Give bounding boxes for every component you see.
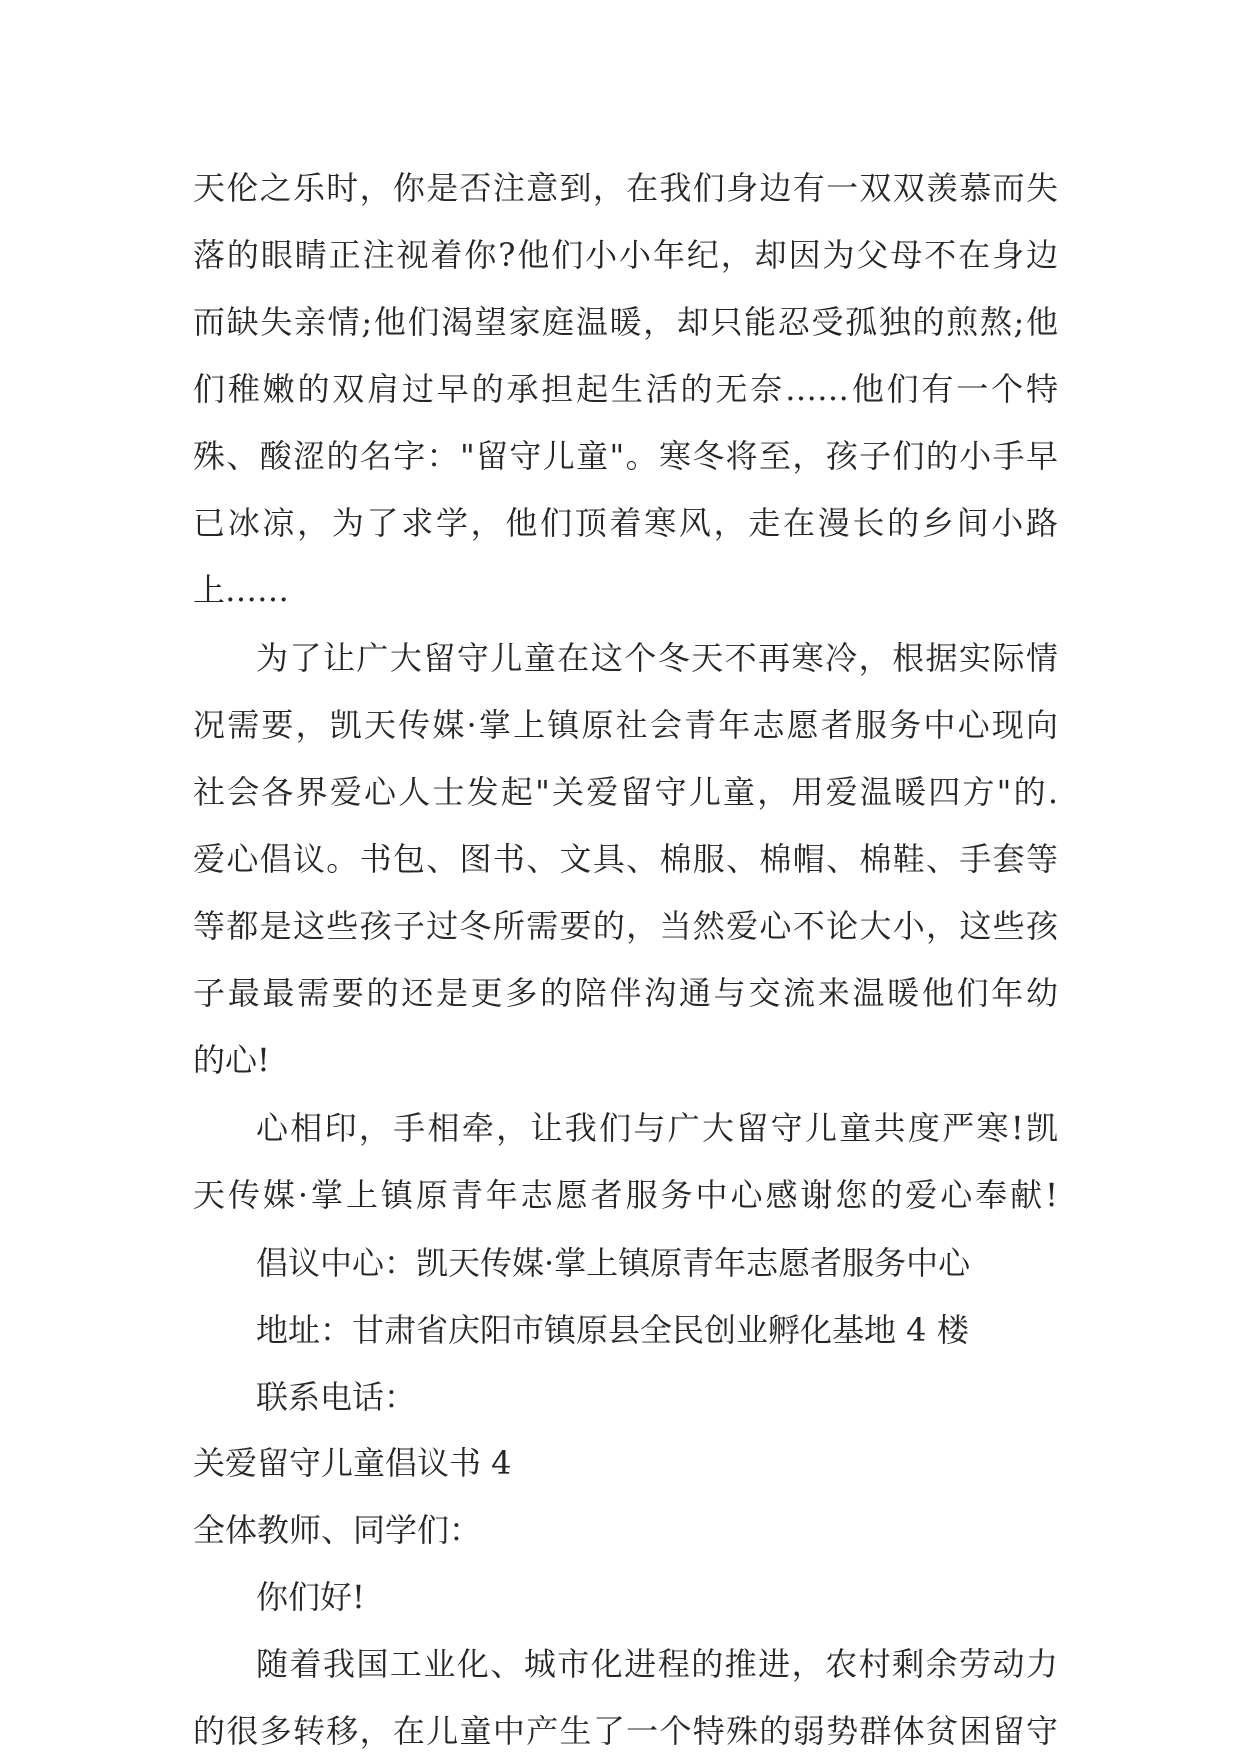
phone-line: 联系电话： <box>256 1378 417 1416</box>
address-line: 地址：甘肃省庆阳市镇原县全民创业孵化基地 4 楼 <box>256 1311 969 1349</box>
paragraph-line: 为了让广大留守儿童在这个冬天不再寒冷，根据实际情 <box>256 639 1058 677</box>
paragraph-line: 等都是这些孩子过冬所需要的，当然爱心不论大小，这些孩 <box>193 907 1058 945</box>
document-title: 关爱留守儿童倡议书 4 <box>193 1444 512 1482</box>
paragraph-line: 上…… <box>193 571 290 609</box>
paragraph-line: 们稚嫩的双肩过早的承担起生活的无奈……他们有一个特 <box>193 370 1058 408</box>
paragraph-line: 而缺失亲情;他们渴望家庭温暖，却只能忍受孤独的煎熬;他 <box>193 303 1058 341</box>
paragraph-line: 落的眼睛正注视着你?他们小小年纪，却因为父母不在身边 <box>193 236 1058 274</box>
paragraph-line: 殊、酸涩的名字："留守儿童"。寒冬将至，孩子们的小手早 <box>193 437 1058 475</box>
paragraph-line: 天传媒·掌上镇原青年志愿者服务中心感谢您的爱心奉献! <box>193 1176 1058 1214</box>
sponsor-line: 倡议中心：凯天传媒·掌上镇原青年志愿者服务中心 <box>256 1244 971 1282</box>
paragraph-line: 爱心倡议。书包、图书、文具、棉服、棉帽、棉鞋、手套等 <box>193 840 1058 878</box>
paragraph-line: 随着我国工业化、城市化进程的推进，农村剩余劳动力 <box>256 1645 1058 1683</box>
paragraph-line: 的心! <box>193 1041 270 1079</box>
paragraph-line: 子最最需要的还是更多的陪伴沟通与交流来温暖他们年幼 <box>193 974 1058 1012</box>
paragraph-line: 况需要，凯天传媒·掌上镇原社会青年志愿者服务中心现向 <box>193 706 1058 744</box>
paragraph-line: 社会各界爱心人士发起"关爱留守儿童，用爱温暖四方"的. <box>193 773 1058 811</box>
paragraph-line: 心相印，手相牵，让我们与广大留守儿童共度严寒!凯 <box>256 1109 1058 1147</box>
paragraph-line: 天伦之乐时，你是否注意到，在我们身边有一双双羡慕而失 <box>193 169 1058 207</box>
salutation: 全体教师、同学们： <box>193 1511 482 1549</box>
greeting: 你们好! <box>256 1578 365 1616</box>
paragraph-line: 的很多转移，在儿童中产生了一个特殊的弱势群体贫困留守 <box>193 1712 1058 1750</box>
paragraph-line: 已冰凉，为了求学，他们顶着寒风，走在漫长的乡间小路 <box>193 504 1058 542</box>
